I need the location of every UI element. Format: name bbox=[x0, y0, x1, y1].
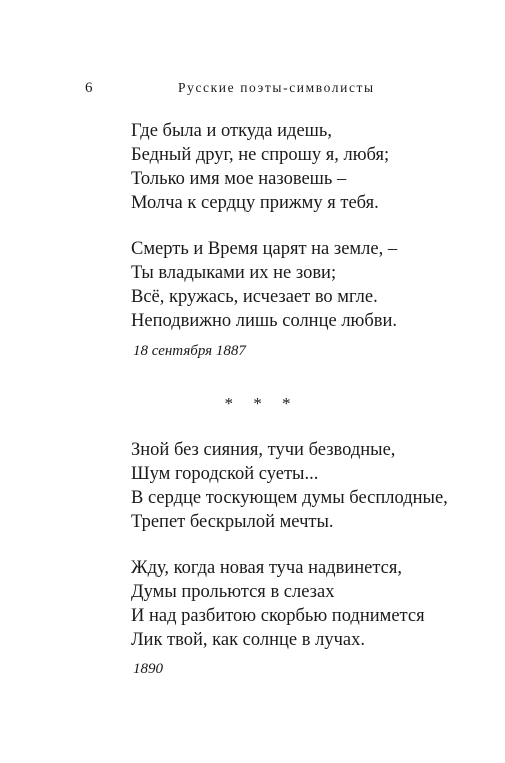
verse-line: Зной без сияния, тучи безводные, bbox=[131, 440, 396, 460]
poem1-stanza-2 bbox=[131, 237, 397, 333]
section-title: Русские поэты-символисты bbox=[178, 80, 375, 95]
verse-line: Смерть и Время царят на земле, – bbox=[131, 239, 398, 259]
verse-line: Трепет бескрылой мечты. bbox=[131, 512, 334, 532]
verse-line: Лик твой, как солнце в лучах. bbox=[131, 630, 366, 650]
running-head bbox=[0, 80, 505, 100]
verse-line: Всё, кружась, исчезает во мгле. bbox=[131, 287, 378, 307]
verse-line: Думы прольются в слезах bbox=[131, 582, 335, 602]
section-separator: * * * bbox=[224, 394, 299, 413]
verse-line: Молча к сердцу прижму я тебя. bbox=[131, 193, 379, 213]
poem2-date: 1890 bbox=[133, 661, 163, 677]
page-number: 6 bbox=[85, 80, 93, 96]
poem2-stanza-2 bbox=[131, 556, 425, 652]
verse-line: Бедный друг, не спрошу я, любя; bbox=[131, 145, 390, 165]
verse-line: И над разбитою скорбью поднимется bbox=[131, 606, 425, 626]
poem1-date: 18 сентября 1887 bbox=[133, 343, 246, 359]
verse-line: Неподвижно лишь солнце любви. bbox=[131, 311, 398, 331]
verse-line: В сердце тоскующем думы бесплодные, bbox=[131, 488, 448, 508]
verse-line: Жду, когда новая туча надвинется, bbox=[131, 558, 402, 578]
verse-line: Где была и откуда идешь, bbox=[131, 121, 332, 141]
poem1-stanza-1 bbox=[131, 119, 389, 215]
verse-line: Только имя мое назовешь – bbox=[131, 169, 347, 189]
verse-line: Шум городской суеты... bbox=[131, 464, 319, 484]
verse-line: Ты владыками их не зови; bbox=[131, 263, 337, 283]
poem2-stanza-1 bbox=[131, 438, 448, 534]
